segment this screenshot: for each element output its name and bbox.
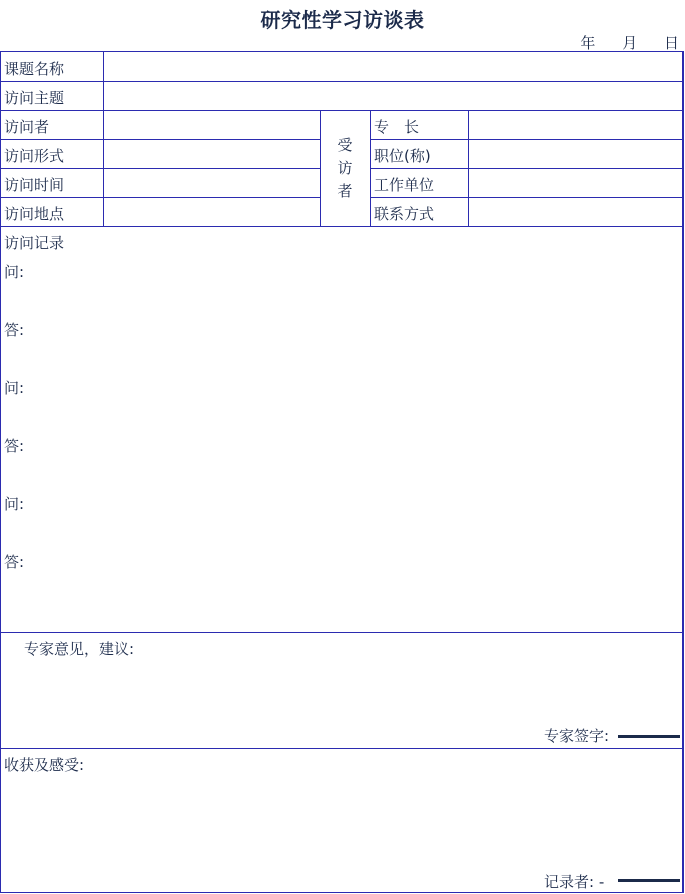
harvest-heading: 收获及感受: (4, 756, 85, 774)
row-divider (1, 226, 683, 227)
recorder-label: 记录者: - (544, 873, 605, 891)
workplace-label: 工作单位 (374, 176, 435, 194)
answer-label: 答: (4, 321, 25, 339)
topic-label: 课题名称 (4, 60, 65, 78)
row-divider (1, 748, 683, 749)
contact-label: 联系方式 (374, 205, 435, 223)
date-line (558, 32, 679, 53)
interviewee-char: 访 (337, 159, 353, 177)
form-label: 访问形式 (4, 147, 65, 165)
row-divider (1, 139, 320, 140)
col-divider (370, 110, 371, 226)
recorder-signature-line (618, 879, 680, 882)
answer-label: 答: (4, 437, 25, 455)
question-label: 问: (4, 495, 25, 513)
position-label: 职位(称) (374, 147, 431, 165)
date-month-label: 月 (622, 34, 638, 52)
interview-table (0, 51, 684, 893)
date-day-label: 日 (663, 34, 679, 52)
visitor-label: 访问者 (4, 118, 50, 136)
col-divider (468, 110, 469, 226)
row-divider (370, 139, 683, 140)
row-divider (1, 632, 683, 633)
row-divider (1, 168, 320, 169)
place-label: 访问地点 (4, 205, 65, 223)
specialty-label: 专 长 (374, 118, 420, 136)
interviewee-char: 者 (337, 182, 353, 200)
question-label: 问: (4, 263, 25, 281)
answer-label: 答: (4, 553, 25, 571)
col-divider (320, 110, 321, 226)
col-divider (103, 52, 104, 226)
record-heading: 访问记录 (4, 234, 65, 252)
row-divider (1, 197, 320, 198)
question-label: 问: (4, 379, 25, 397)
interviewee-char: 受 (337, 136, 353, 154)
expert-signature-line (618, 735, 680, 738)
expert-heading: 专家意见，建议: (24, 640, 135, 658)
expert-signature-label: 专家签字: (544, 727, 610, 745)
interviewee-label (335, 134, 355, 203)
theme-label: 访问主题 (4, 89, 65, 107)
date-year-label: 年 (580, 34, 596, 52)
time-label: 访问时间 (4, 176, 65, 194)
form-title: 研究性学习访谈表 (260, 8, 425, 32)
row-divider (370, 168, 683, 169)
row-divider (370, 197, 683, 198)
